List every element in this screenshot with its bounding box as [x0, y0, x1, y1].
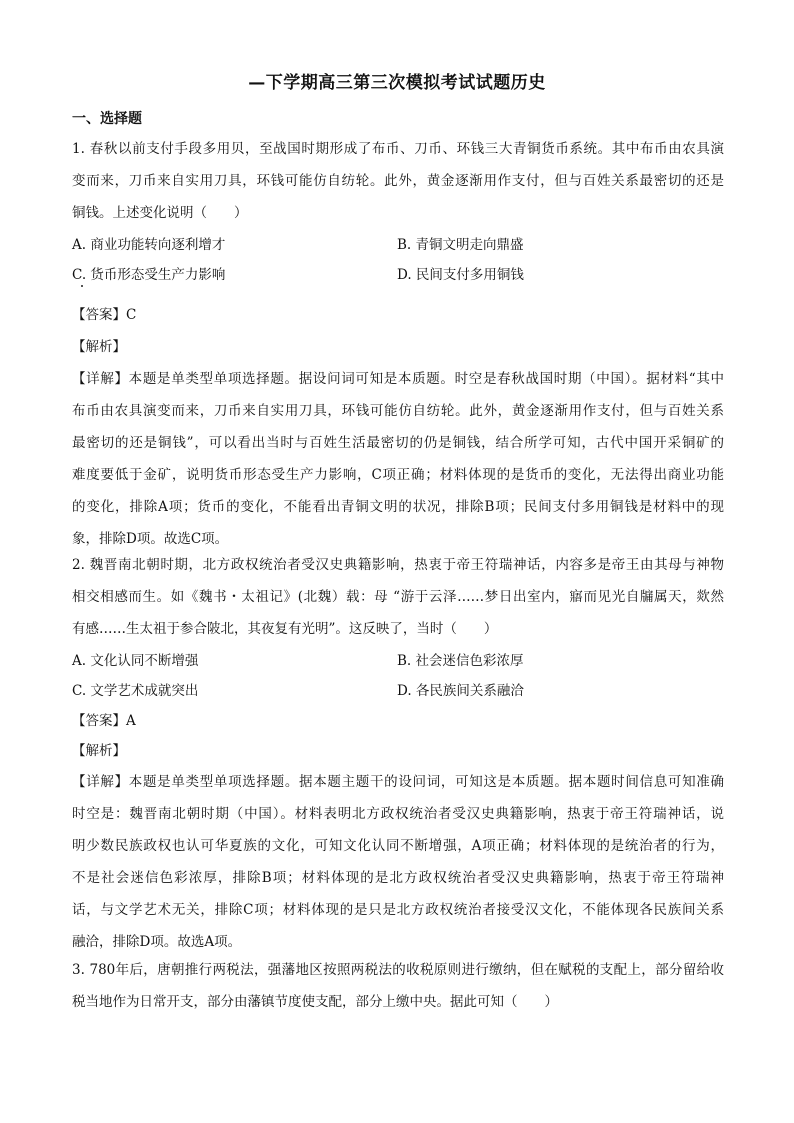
- question-1-stem: [72, 133, 724, 229]
- question-line: 变而来，刀币来自实用刀具，环钱可能仿自纺轮。此外，黄金逐渐用作支付，但与百姓关系最密切的还是: [72, 173, 724, 189]
- question-3-stem: [72, 954, 724, 1018]
- q1-answer: 【答案】C: [72, 307, 137, 323]
- detail-line: 最密切的还是铜钱”，可以看出当时与百姓生活最密切的仍是铜钱，结合所学可知，古代中国开采铜矿的: [72, 435, 724, 451]
- detail-line: 话，与文学艺术无关，排除C项；材料体现的是只是北方政权统治者接受汉文化，不能体现各民族间关系: [72, 902, 724, 918]
- detail-line: 布币由农具演变而来，刀币来自实用刀具，环钱可能仿自纺轮。此外，黄金逐渐用作支付，但与百姓关系: [72, 403, 724, 419]
- q1-option-b: B. 青铜文明走向鼎盛: [397, 237, 524, 253]
- page-title: —下学期高三第三次模拟考试试题历史: [248, 73, 546, 93]
- q2-analysis-label: 【解析】: [72, 743, 126, 759]
- question-line: 铜钱。上述变化说明（ ）: [72, 205, 248, 221]
- detail-line: 难度要低于金矿，说明货币形态受生产力影响，C项正确；材料体现的是货币的变化，无法得出商业功能: [72, 467, 724, 483]
- q2-option-b: B. 社会迷信色彩浓厚: [397, 653, 524, 669]
- detail-line: 不是社会迷信色彩浓厚，排除B项；材料体现的是北方政权统治者受汉史典籍影响，热衷于帝王符瑞神: [72, 870, 724, 886]
- q2-detail: [72, 766, 724, 958]
- question-line: 相交相感而生。如《魏书・太祖记》(北魏）载：母 “游于云泽……梦日出室内，寤而见光自牖属天，欻然: [72, 589, 724, 605]
- q2-option-d: D. 各民族间关系融洽: [397, 683, 524, 699]
- detail-line: 融洽，排除D项。故选A项。: [72, 934, 242, 950]
- q1-analysis-label: 【解析】: [72, 339, 126, 355]
- detail-line: 【详解】本题是单类型单项选择题。据本题主题干的设问词，可知这是本质题。据本题时间信息可知准确: [72, 774, 724, 790]
- question-line: 税当地作为日常开支，部分由藩镇节度使支配，部分上缴中央。据此可知（ ）: [72, 994, 558, 1010]
- question-line: 1. 春秋以前支付手段多用贝，至战国时期形成了布币、刀币、环钱三大青铜货币系统。其中布币由农具演: [72, 141, 724, 157]
- q1-option-d: D. 民间支付多用铜钱: [397, 267, 524, 283]
- detail-line: 象，排除D项。故选C项。: [72, 531, 229, 547]
- q2-option-c: C. 文学艺术成就突出: [72, 683, 199, 699]
- q2-option-a: A. 文化认同不断增强: [72, 653, 199, 669]
- q1-option-a: A. 商业功能转向逐利增才: [72, 237, 226, 253]
- question-line: 有感……生太祖于参合陂北，其夜复有光明”。这反映了，当时（ ）: [72, 621, 498, 637]
- question-2-stem: [72, 549, 724, 645]
- q1-detail: [72, 363, 724, 555]
- detail-line: 【详解】本题是单类型单项选择题。据设问词可知是本质题。时空是春秋战国时期（中国）。据材料“其中: [72, 371, 724, 387]
- detail-line: 明少数民族政权也认可华夏族的文化，可知文化认同不断增强，A项正确；材料体现的是统治者的行为，: [72, 838, 724, 854]
- stray-dot: [81, 285, 83, 287]
- q1-option-c: C. 货币形态受生产力影响: [72, 267, 226, 283]
- question-line: 2. 魏晋南北朝时期，北方政权统治者受汉史典籍影响，热衷于帝王符瑞神话，内容多是帝王由其母与神物: [72, 557, 724, 573]
- detail-line: 的变化，排除A项；货币的变化，不能看出青铜文明的状况，排除B项；民间支付多用铜钱是材料中的现: [72, 499, 724, 515]
- detail-line: 时空是：魏晋南北朝时期（中国）。材料表明北方政权统治者受汉史典籍影响，热衷于帝王符瑞神话，说: [72, 806, 724, 822]
- q2-answer: 【答案】A: [72, 713, 136, 729]
- question-line: 3. 780年后，唐朝推行两税法，强藩地区按照两税法的收税原则进行缴纳，但在赋税的支配上，部分留给收: [72, 962, 724, 978]
- section-heading: 一、选择题: [72, 111, 142, 127]
